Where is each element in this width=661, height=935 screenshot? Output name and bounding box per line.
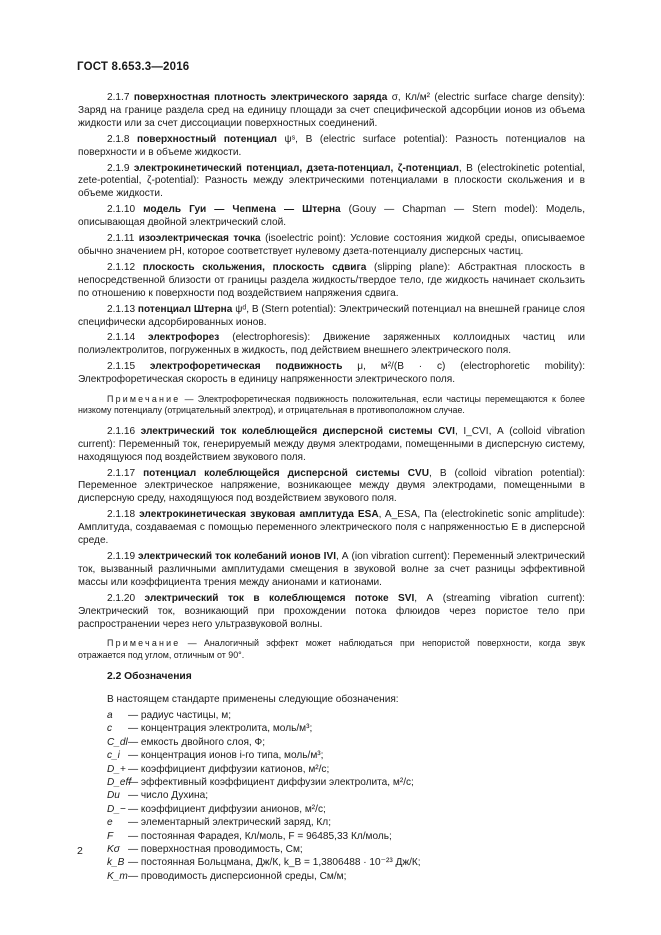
- symbol-row: [107, 723, 585, 736]
- term-name: поверхностный потенциал: [137, 133, 277, 145]
- symbol-description: — концентрация ионов i-го типа, моль/м³;: [128, 750, 324, 762]
- symbol: c_i: [107, 750, 120, 762]
- symbol-row: [107, 871, 585, 884]
- symbol: Du: [107, 790, 120, 802]
- symbol-description: — коэффициент диффузии анионов, м²/с;: [128, 803, 326, 815]
- symbol-row: [107, 764, 585, 777]
- term-definition: [78, 509, 585, 548]
- section-intro: В настоящем стандарте применены следующие обозначения:: [107, 694, 399, 706]
- symbol-description: — концентрация электролита, моль/м³;: [128, 723, 313, 735]
- term-text: ψᵈ, В (Stern potential): Электрический потенциал на внешней границе слоя специфически адсорбированных ионов.: [78, 303, 586, 328]
- section-title: 2.2 Обозначения: [107, 671, 192, 683]
- term-name: потенциал Штерна: [137, 303, 233, 315]
- term-definition: [78, 233, 585, 259]
- symbol-row: [107, 817, 585, 830]
- symbol-description: — поверхностная проводимость, См;: [128, 843, 303, 855]
- term-name: поверхностная плотность электрического заряда: [133, 92, 388, 103]
- term-definition: [78, 361, 585, 387]
- term-text: ψˢ, В (electric surface potential): Разность потенциалов на поверхности и в объеме жидкости.: [78, 133, 585, 158]
- symbol-description: — постоянная Больцмана, Дж/К, k_B = 1,3806488 · 10⁻²³ Дж/К;: [128, 857, 421, 869]
- symbol: K_m: [107, 870, 128, 882]
- symbol-description: — коэффициент диффузии катионов, м²/с;: [128, 763, 330, 775]
- document-header: ГОСТ 8.653.3—2016: [77, 61, 190, 73]
- term-number: 2.1.19: [107, 551, 136, 562]
- symbol-description: — постоянная Фарадея, Кл/моль, F = 96485,33 Кл/моль;: [128, 830, 392, 842]
- symbol: a: [107, 710, 113, 722]
- note-text: — Аналогичный эффект может наблюдаться при непористой поверхности, когда звук отражается под углом, отличным от 90°.: [78, 638, 585, 660]
- term-definition: [78, 204, 585, 230]
- symbol-row: [107, 857, 585, 870]
- symbols-list: [78, 710, 585, 884]
- term-number: 2.1.9: [107, 162, 130, 174]
- term-number: 2.1.8: [107, 133, 130, 145]
- document-body: [78, 92, 585, 884]
- symbol: C_dl: [107, 736, 128, 748]
- term-definition: [78, 332, 585, 358]
- term-number: 2.1.7: [107, 92, 130, 103]
- term-number: 2.1.13: [107, 303, 136, 315]
- symbol: k_B: [107, 857, 125, 869]
- symbol-description: — емкость двойного слоя, Ф;: [128, 736, 265, 748]
- term-definition: [78, 262, 585, 301]
- symbol: D_eff: [107, 777, 132, 789]
- term-definition: [78, 593, 585, 632]
- term-definition: [78, 92, 585, 131]
- term-text: μ, м²/(В · с) (electrophoretic mobility): Электрофоретическая скорость в единицу напряженности электрического поля.: [78, 361, 585, 386]
- symbol: D_−: [107, 803, 126, 815]
- term-text: (Gouy — Chapman — Stern model): Модель, описывающая двойной электрический слой.: [78, 204, 585, 229]
- symbol-description: — элементарный электрический заряд, Кл;: [128, 817, 331, 829]
- term-name: потенциал колеблющейся дисперсной системы CVU: [143, 467, 430, 479]
- term-definition: [78, 134, 585, 160]
- term-text: , I_CVI, А (colloid vibration current): Переменный ток, генерируемый между двумя электродами, помещенными в дисперсную систему, находящуюся под воздействием звукового поля.: [78, 425, 585, 463]
- note-text: — Электрофоретическая подвижность положительная, если частицы перемещаются к более низкому потенциалу (отрицательный электрод), и отрицательная в противоположном случае.: [78, 394, 585, 416]
- term-definition: [78, 468, 585, 507]
- symbol: e: [107, 817, 113, 829]
- term-definition: [78, 426, 585, 465]
- terms-block-2: [78, 426, 585, 632]
- term-name: плоскость скольжения, плоскость сдвига: [142, 261, 367, 273]
- symbol-row: [107, 790, 585, 803]
- term-text: (electrophoresis): Движение заряженных коллоидных частиц или полиэлектролитов, погруженных в жидкость, под действием внешнего электрического поля.: [78, 332, 585, 357]
- term-number: 2.1.20: [107, 592, 136, 604]
- symbol-description: — радиус частицы, м;: [128, 710, 232, 722]
- term-name: электрокинетический потенциал, дзета-потенциал, ζ-потенциал: [133, 162, 459, 174]
- term-name: электрофорез: [148, 332, 220, 344]
- term-number: 2.1.12: [107, 261, 136, 273]
- symbol: D_+: [107, 763, 126, 775]
- term-text: , А (streaming vibration current): Электрический ток, возникающий при прохождении потока флюидов через пористое тело при распространении через него ультразвуковой волны.: [78, 592, 585, 630]
- symbol-row: [107, 710, 585, 723]
- symbol-row: [107, 844, 585, 857]
- symbol-row: [107, 831, 585, 844]
- note-label: Примечание: [107, 638, 181, 649]
- term-number: 2.1.17: [107, 467, 136, 479]
- term-number: 2.1.11: [107, 233, 135, 245]
- term-name: электрофоретическая подвижность: [149, 361, 343, 373]
- term-definition: [78, 163, 585, 202]
- symbol-description: — эффективный коэффициент диффузии электролита, м²/с;: [128, 777, 414, 789]
- symbol-row: [107, 737, 585, 750]
- symbol: F: [107, 830, 114, 842]
- term-number: 2.1.14: [107, 332, 136, 344]
- symbol-row: [107, 804, 585, 817]
- term-text: , В (colloid vibration potential): Переменное электрическое напряжение, возникающее между двумя электродами, помещенными в дисперсную среду, находящуюся под воздействием звукового поля.: [78, 467, 585, 505]
- symbol-description: — число Духина;: [128, 790, 209, 802]
- term-text: , A_ESA, Па (electrokinetic sonic amplitude): Амплитуда, создаваемая с помощью переменного электрического поля с напряженностью E в дисперсной среде.: [78, 509, 585, 547]
- term-name: изоэлектрическая точка: [138, 233, 261, 245]
- term-name: электрокинетическая звуковая амплитуда ESA: [139, 509, 379, 521]
- term-definition: [78, 551, 585, 590]
- term-name: электрический ток колебаний ионов IVI: [138, 551, 337, 562]
- term-number: 2.1.18: [107, 509, 136, 521]
- terms-block-1: [78, 92, 585, 387]
- term-number: 2.1.15: [107, 361, 136, 373]
- term-text: (slipping plane): Абстрактная плоскость в непосредственной близости от границы раздела жидкость/твердое тело, где жидкость начинает скользить по отношению к поверхности под воздействием напряжения сдвига.: [78, 261, 585, 299]
- term-text: , В (electrokinetic potential, zete-potential, ζ-potential): Разность между электрическими потенциалами в плоскости скольжения и в объеме жидкости.: [78, 162, 585, 200]
- page-number: 2: [77, 845, 83, 857]
- term-name: электрический ток в колеблющемся потоке SVI: [144, 592, 415, 604]
- symbol-row: [107, 777, 585, 790]
- term-text: , А (ion vibration current): Переменный электрический ток, вызванный различными амплитудами смещения в звуковой волне за счет разницы эффективной массы или коэффициента трения между анионами и катионами.: [78, 551, 586, 588]
- term-definition: [78, 304, 585, 330]
- term-name: электрический ток колеблющейся дисперсной системы CVI: [140, 425, 455, 437]
- term-number: 2.1.16: [107, 425, 136, 437]
- term-name: модель Гуи — Чепмена — Штерна: [143, 204, 341, 216]
- symbol: c: [107, 723, 113, 735]
- term-text: (isoelectric point): Условие состояния жидкой среды, описываемое обычно значением pH, которое соответствует нулевому дзета-потенциалу дисперсных частиц.: [78, 233, 585, 257]
- note-2: [78, 638, 585, 661]
- note-label: Примечание: [107, 394, 181, 405]
- term-number: 2.1.10: [107, 204, 136, 216]
- symbol-description: — проводимость дисперсионной среды, См/м;: [128, 870, 347, 882]
- term-text: σ, Кл/м² (electric surface charge density): Заряд на границе раздела сред на единицу площади за счет специфической адсорбции ионов из объема жидкости или за счет диссоциации поверхностных соединений.: [78, 92, 585, 129]
- note-1: [78, 394, 585, 417]
- symbol: Kσ: [107, 843, 120, 855]
- symbol-row: [107, 750, 585, 763]
